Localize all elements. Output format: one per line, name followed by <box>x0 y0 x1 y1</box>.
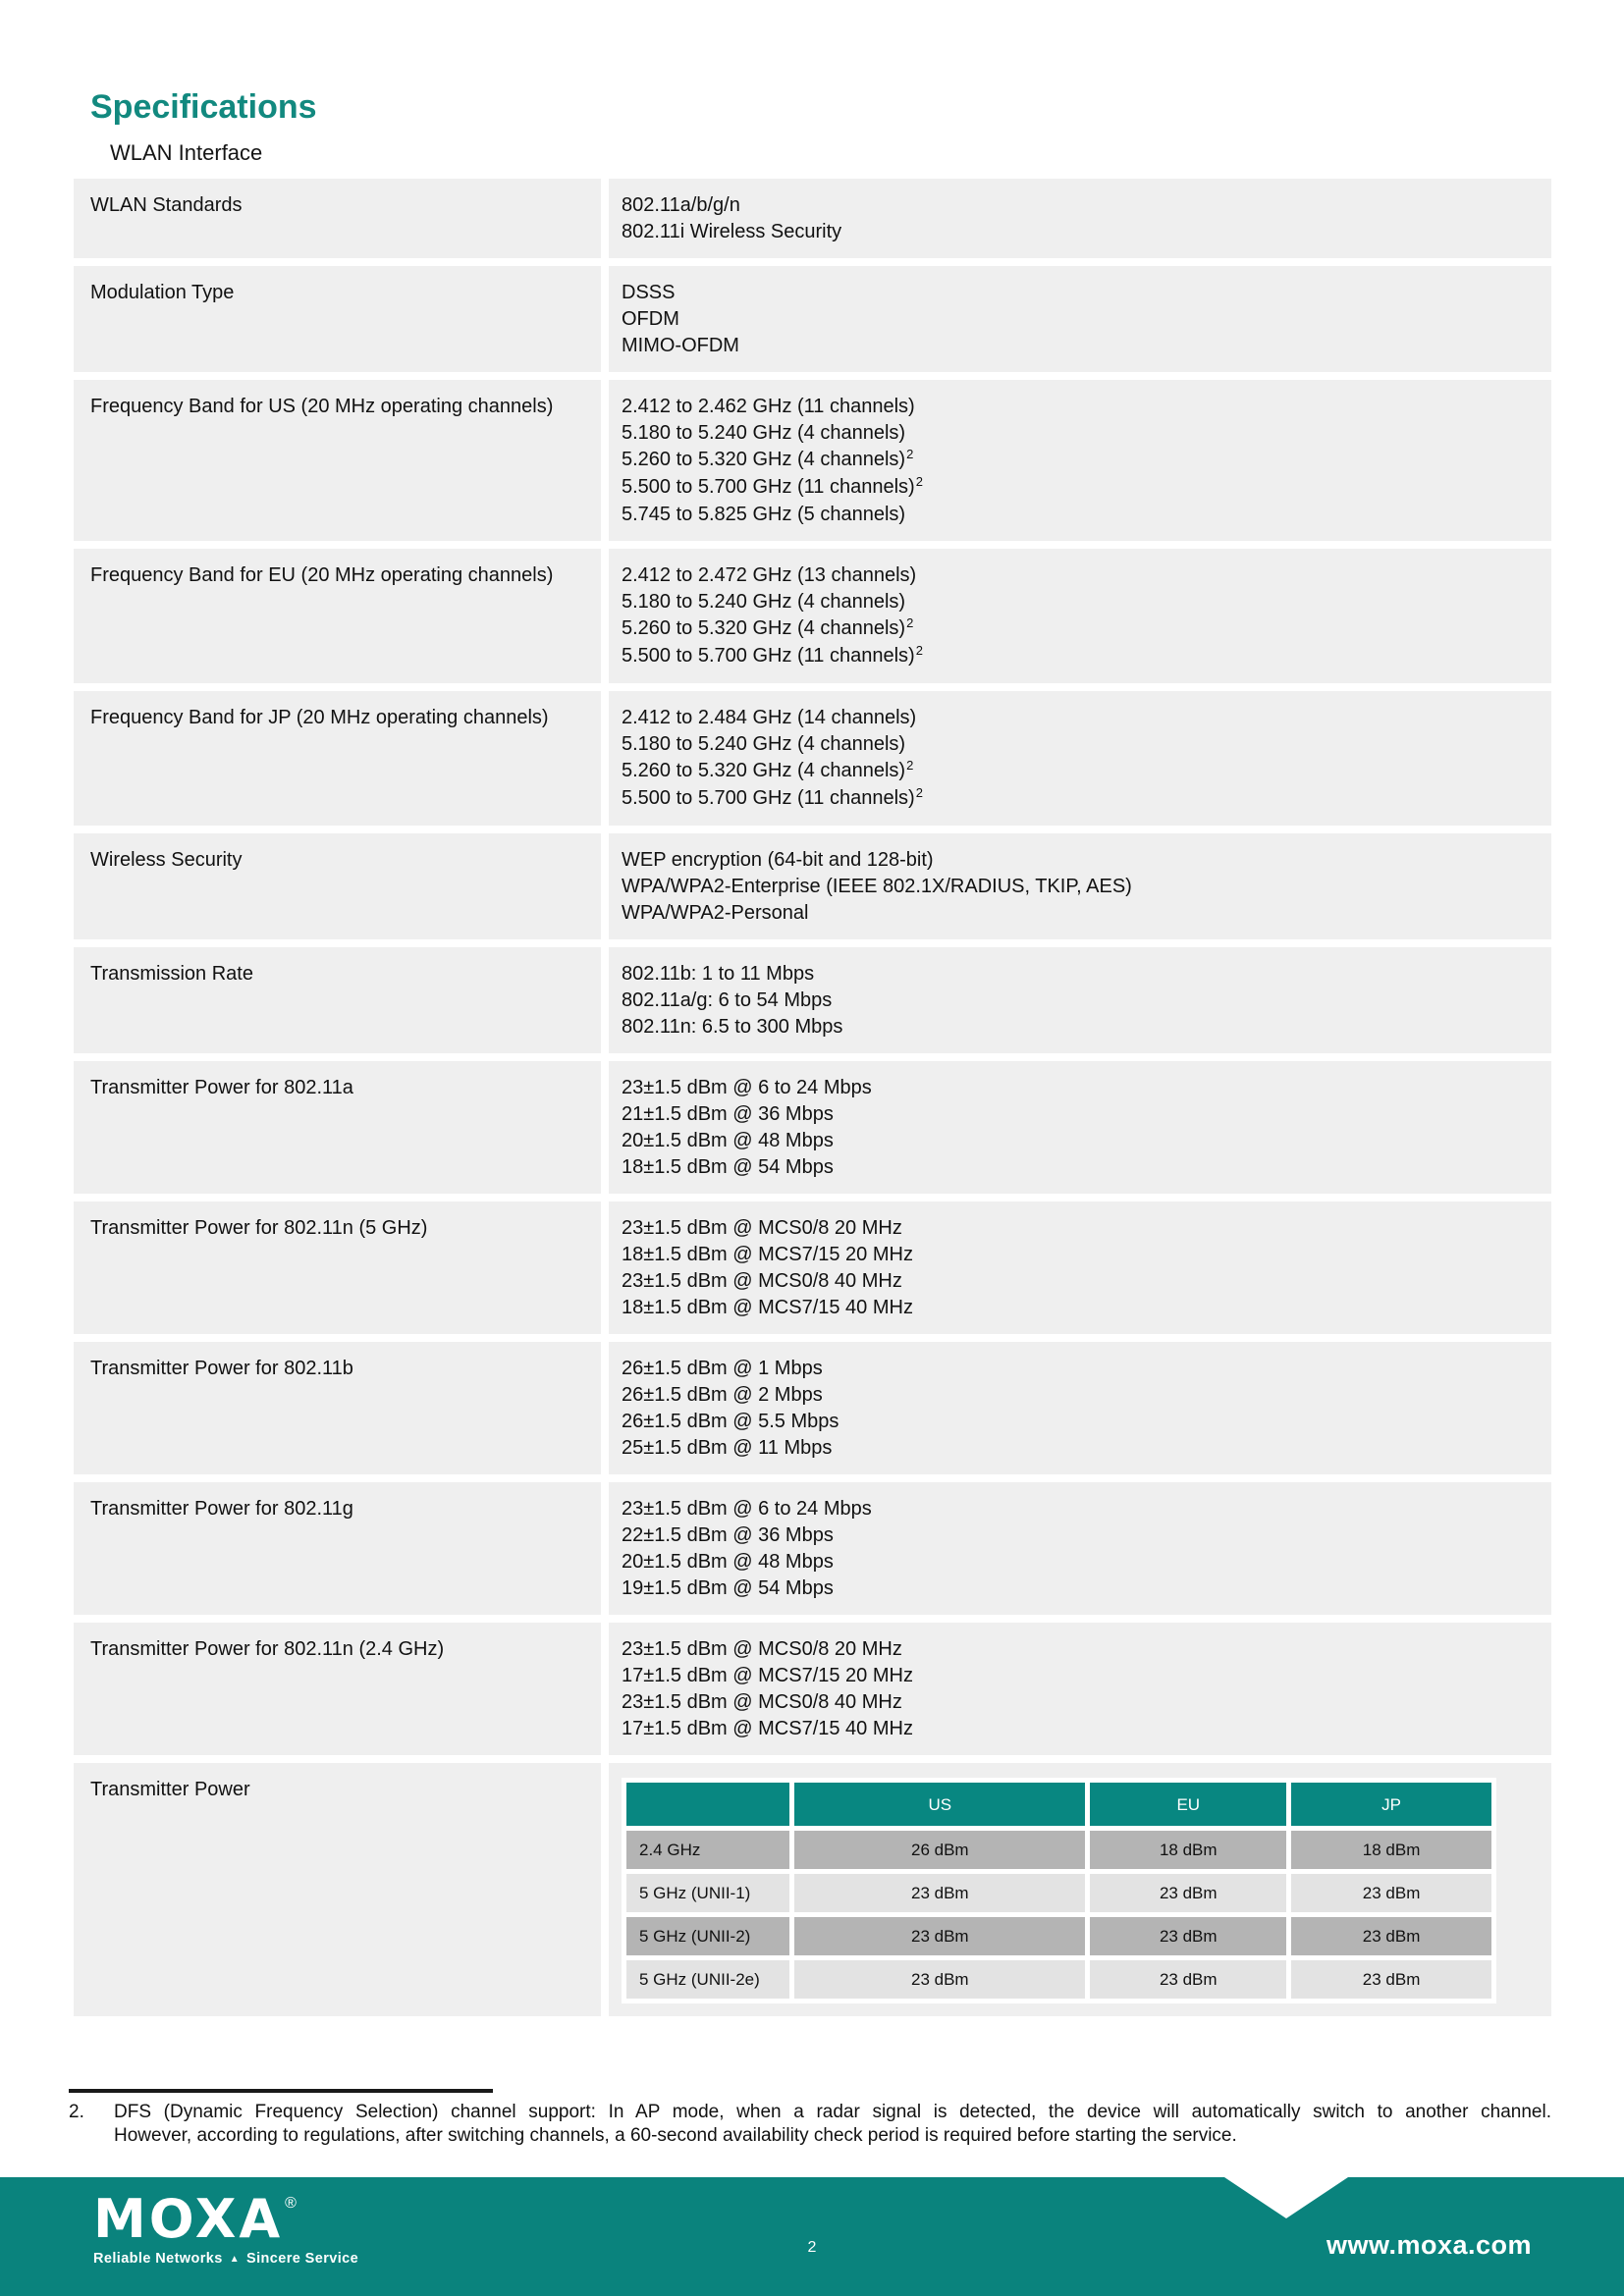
spec-row-label: Transmitter Power <box>74 1763 601 2016</box>
spec-value-line: 19±1.5 dBm @ 54 Mbps <box>622 1577 834 1599</box>
spec-value-line: 802.11i Wireless Security <box>622 221 842 242</box>
tagline-right: Sincere Service <box>246 2251 359 2267</box>
spec-row-label: Frequency Band for US (20 MHz operating channels) <box>74 380 601 541</box>
spec-row-value <box>609 1482 1551 1615</box>
spec-value-line: 21±1.5 dBm @ 36 Mbps <box>622 1103 834 1125</box>
power-table-header-us: US <box>792 1781 1088 1829</box>
power-table-value-cell: 23 dBm <box>1088 1915 1289 1958</box>
spec-row-value <box>609 1342 1551 1474</box>
spec-row-value <box>609 1763 1551 2016</box>
power-table-value-cell: 23 dBm <box>1289 1915 1494 1958</box>
spec-value-line: 22±1.5 dBm @ 36 Mbps <box>622 1524 834 1546</box>
transmitter-power-table <box>622 1778 1496 2003</box>
spec-value-line: 5.180 to 5.240 GHz (4 channels) <box>622 733 906 755</box>
footer-notch-decoration <box>1224 2177 1348 2218</box>
power-table-header-row <box>624 1781 1494 1829</box>
spec-value-line: 5.500 to 5.700 GHz (11 channels)$^2$ <box>622 643 923 667</box>
spec-value-line: 20±1.5 dBm @ 48 Mbps <box>622 1130 834 1151</box>
power-table-value-cell: 26 dBm <box>792 1829 1088 1872</box>
spec-value-line: 2.412 to 2.462 GHz (11 channels) <box>622 396 915 417</box>
spec-value-line: 26±1.5 dBm @ 5.5 Mbps <box>622 1411 839 1432</box>
power-table-row-label: 5 GHz (UNII-2) <box>624 1915 792 1958</box>
footnote-reference: 2 <box>915 643 923 658</box>
spec-row-label: Frequency Band for JP (20 MHz operating channels) <box>74 691 601 826</box>
power-table-header-jp: JP <box>1289 1781 1494 1829</box>
power-table-value-cell: 23 dBm <box>792 1958 1088 2002</box>
registered-trademark-icon: ® <box>285 2195 297 2212</box>
spec-row <box>74 833 1551 939</box>
spec-value-line: 802.11b: 1 to 11 Mbps <box>622 963 815 985</box>
spec-row-label: Transmission Rate <box>74 947 601 1053</box>
spec-value-line: 5.260 to 5.320 GHz (4 channels)$^2$ <box>622 758 914 781</box>
spec-row-value <box>609 1201 1551 1334</box>
page-title: Specifications <box>90 88 317 126</box>
website-link[interactable]: www.moxa.com <box>1326 2230 1532 2260</box>
spec-row-value <box>609 1061 1551 1194</box>
spec-value-line: 5.745 to 5.825 GHz (5 channels) <box>622 504 906 525</box>
moxa-logo-wordmark: MOXA <box>93 2188 284 2250</box>
power-table-row-label: 5 GHz (UNII-1) <box>624 1872 792 1915</box>
footnote-reference: 2 <box>906 447 914 461</box>
spec-row-label: WLAN Standards <box>74 179 601 258</box>
spec-value-line: 2.412 to 2.472 GHz (13 channels) <box>622 564 917 586</box>
power-table-header-blank <box>624 1781 792 1829</box>
power-table-value-cell: 23 dBm <box>792 1915 1088 1958</box>
spec-row-value <box>609 179 1551 258</box>
section-title-wlan-interface: WLAN Interface <box>110 140 263 165</box>
power-table-value-cell: 23 dBm <box>1088 1958 1289 2002</box>
spec-row <box>74 380 1551 541</box>
spec-row <box>74 179 1551 258</box>
spec-table <box>74 179 1551 2016</box>
spec-value-line: 802.11a/g: 6 to 54 Mbps <box>622 989 833 1011</box>
power-table-value-cell: 23 dBm <box>1289 1958 1494 2002</box>
spec-value-line: 23±1.5 dBm @ 6 to 24 Mbps <box>622 1077 872 1098</box>
power-table-row <box>624 1872 1494 1915</box>
spec-row <box>74 266 1551 372</box>
footnote-reference: 2 <box>915 474 923 489</box>
spec-value-line: 23±1.5 dBm @ MCS0/8 40 MHz <box>622 1270 902 1292</box>
spec-value-line: 23±1.5 dBm @ MCS0/8 20 MHz <box>622 1638 902 1660</box>
spec-row-value <box>609 380 1551 541</box>
spec-row <box>74 1342 1551 1474</box>
spec-row <box>74 1763 1551 2016</box>
spec-value-line: 5.180 to 5.240 GHz (4 channels) <box>622 591 906 613</box>
spec-value-line: 802.11a/b/g/n <box>622 194 740 216</box>
footnote-line-1: DFS (Dynamic Frequency Selection) channel support: In AP mode, when a radar signal is detected, the device will automatically switch to another channel. <box>114 2102 1551 2122</box>
page-number: 2 <box>807 2239 817 2256</box>
spec-value-line: 17±1.5 dBm @ MCS7/15 20 MHz <box>622 1665 913 1686</box>
footnote-text <box>114 2101 1551 2148</box>
spec-row-label: Transmitter Power for 802.11n (2.4 GHz) <box>74 1623 601 1755</box>
tagline-left: Reliable Networks <box>93 2251 223 2267</box>
spec-value-line: 2.412 to 2.484 GHz (14 channels) <box>622 707 917 728</box>
spec-value-line: 5.500 to 5.700 GHz (11 channels)$^2$ <box>622 474 923 498</box>
spec-row-value <box>609 266 1551 372</box>
power-table-value-cell: 23 dBm <box>1289 1872 1494 1915</box>
spec-row-label: Transmitter Power for 802.11n (5 GHz) <box>74 1201 601 1334</box>
power-table-header-eu: EU <box>1088 1781 1289 1829</box>
power-table-row <box>624 1915 1494 1958</box>
spec-value-line: 5.500 to 5.700 GHz (11 channels)$^2$ <box>622 785 923 809</box>
spec-value-line: WPA/WPA2-Enterprise (IEEE 802.1X/RADIUS, TKIP, AES) <box>622 876 1132 897</box>
footnote-reference: 2 <box>915 785 923 800</box>
spec-value-line: DSSS <box>622 282 676 303</box>
footnote-number: 2. <box>69 2102 84 2122</box>
spec-row <box>74 947 1551 1053</box>
spec-row <box>74 1623 1551 1755</box>
spec-row-label: Transmitter Power for 802.11a <box>74 1061 601 1194</box>
spec-row <box>74 1482 1551 1615</box>
spec-value-line: 5.260 to 5.320 GHz (4 channels)$^2$ <box>622 447 914 470</box>
spec-value-line: OFDM <box>622 308 679 330</box>
power-table-value-cell: 23 dBm <box>792 1872 1088 1915</box>
power-table-value-cell: 18 dBm <box>1088 1829 1289 1872</box>
footnote-reference: 2 <box>906 615 914 630</box>
spec-value-line: 18±1.5 dBm @ MCS7/15 40 MHz <box>622 1297 913 1318</box>
spec-value-line: 23±1.5 dBm @ 6 to 24 Mbps <box>622 1498 872 1520</box>
spec-value-line: WEP encryption (64-bit and 128-bit) <box>622 849 934 871</box>
power-table-value-cell: 23 dBm <box>1088 1872 1289 1915</box>
spec-row <box>74 549 1551 683</box>
footnote-line-2: However, according to regulations, after switching channels, a 60-second availability check period is required before starting the service. <box>114 2125 1237 2146</box>
spec-value-line: 25±1.5 dBm @ 11 Mbps <box>622 1437 833 1459</box>
spec-value-line: 26±1.5 dBm @ 1 Mbps <box>622 1358 823 1379</box>
spec-row-label: Transmitter Power for 802.11g <box>74 1482 601 1615</box>
spec-row-value <box>609 549 1551 683</box>
spec-row-label: Frequency Band for EU (20 MHz operating channels) <box>74 549 601 683</box>
spec-row-label: Transmitter Power for 802.11b <box>74 1342 601 1474</box>
spec-row-value <box>609 691 1551 826</box>
spec-value-line: 802.11n: 6.5 to 300 Mbps <box>622 1016 843 1038</box>
spec-value-line: 5.180 to 5.240 GHz (4 channels) <box>622 422 906 444</box>
spec-value-line: WPA/WPA2-Personal <box>622 902 809 924</box>
power-table-value-cell: 18 dBm <box>1289 1829 1494 1872</box>
triangle-icon: ▲ <box>229 2254 241 2266</box>
spec-value-line: 18±1.5 dBm @ 54 Mbps <box>622 1156 834 1178</box>
spec-row-label: Modulation Type <box>74 266 601 372</box>
spec-row <box>74 1061 1551 1194</box>
spec-value-line: 26±1.5 dBm @ 2 Mbps <box>622 1384 823 1406</box>
spec-value-line: 23±1.5 dBm @ MCS0/8 20 MHz <box>622 1217 902 1239</box>
spec-row-value <box>609 947 1551 1053</box>
spec-row-value <box>609 833 1551 939</box>
power-table-row <box>624 1829 1494 1872</box>
spec-row <box>74 691 1551 826</box>
power-table-row <box>624 1958 1494 2002</box>
spec-value-line: 20±1.5 dBm @ 48 Mbps <box>622 1551 834 1573</box>
spec-value-line: 17±1.5 dBm @ MCS7/15 40 MHz <box>622 1718 913 1739</box>
spec-row-label: Wireless Security <box>74 833 601 939</box>
spec-value-line: MIMO-OFDM <box>622 335 739 356</box>
spec-row-value <box>609 1623 1551 1755</box>
spec-value-line: 23±1.5 dBm @ MCS0/8 40 MHz <box>622 1691 902 1713</box>
spec-row <box>74 1201 1551 1334</box>
footnote-divider <box>69 2089 493 2093</box>
spec-value-line: 18±1.5 dBm @ MCS7/15 20 MHz <box>622 1244 913 1265</box>
spec-value-line: 5.260 to 5.320 GHz (4 channels)$^2$ <box>622 615 914 639</box>
power-table-row-label: 2.4 GHz <box>624 1829 792 1872</box>
power-table-row-label: 5 GHz (UNII-2e) <box>624 1958 792 2002</box>
footnote-reference: 2 <box>906 758 914 773</box>
